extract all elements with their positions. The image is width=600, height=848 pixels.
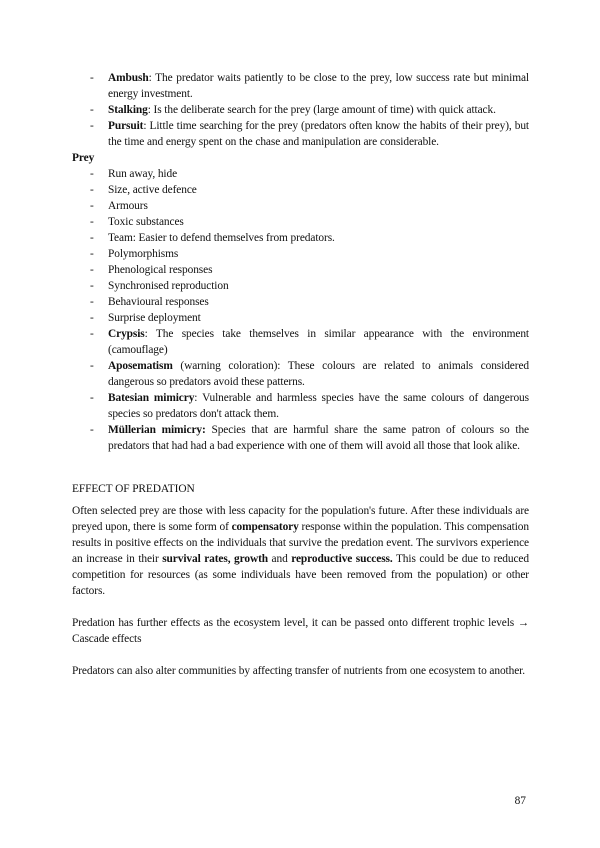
dash-marker: - xyxy=(90,120,94,132)
page-content xyxy=(72,70,529,679)
list-item xyxy=(72,102,529,118)
definition: : Little time searching for the prey (predators often know the habits of their prey), but the time and energy spent on the chase and manipulation are considerable. xyxy=(108,120,529,148)
cascade-paragraph: Predation has further effects as the ecosystem level, it can be passed onto different trophic levels → Cascade effects xyxy=(72,617,529,645)
item-text: Toxic substances xyxy=(108,216,184,228)
paragraph-text: response within the population. This compensation results in positive effects on the individuals that survive the predation event. The survivors experience an increase in their xyxy=(72,521,529,565)
term: Aposematism xyxy=(108,360,173,372)
dash-marker: - xyxy=(90,280,94,292)
dash-marker: - xyxy=(90,264,94,276)
definition: (warning coloration): These colours are related to animals considered dangerous so predators avoid these patterns. xyxy=(108,360,529,388)
prey-section-label: Prey xyxy=(72,152,95,164)
definition: : The species take themselves in similar appearance with the environment (camouflage) xyxy=(108,328,529,356)
dash-marker: - xyxy=(90,424,94,436)
list-item xyxy=(72,278,529,294)
predator-strategy-list xyxy=(72,70,529,150)
list-item xyxy=(72,310,529,326)
term: Stalking xyxy=(108,104,148,116)
dash-marker: - xyxy=(90,328,94,340)
list-item xyxy=(72,182,529,198)
dash-marker: - xyxy=(90,312,94,324)
list-item xyxy=(72,246,529,262)
item-text: Size, active defence xyxy=(108,184,197,196)
list-item xyxy=(72,166,529,182)
dash-marker: - xyxy=(90,104,94,116)
dash-marker: - xyxy=(90,72,94,84)
dash-marker: - xyxy=(90,360,94,372)
term: Pursuit xyxy=(108,120,144,132)
item-text: Run away, hide xyxy=(108,168,178,180)
prey-defence-list xyxy=(72,166,529,454)
item-text: Surprise deployment xyxy=(108,312,201,324)
list-item xyxy=(72,390,529,422)
definition: Species that are harmful share the same patron of colours so the predators that had had a bad experience with one of them will avoid all those that look alike. xyxy=(108,424,529,452)
list-item xyxy=(72,294,529,310)
dash-marker: - xyxy=(90,216,94,228)
dash-marker: - xyxy=(90,392,94,404)
list-item xyxy=(72,230,529,246)
term: Batesian mimicry xyxy=(108,392,195,404)
item-text: Phenological responses xyxy=(108,264,213,276)
emphasis-text: survival rates, growth xyxy=(162,553,268,565)
definition: : The predator waits patiently to be close to the prey, low success rate but minimal energy investment. xyxy=(108,72,529,100)
list-item xyxy=(72,326,529,358)
emphasis-text: compensatory xyxy=(231,521,299,533)
effect-paragraph xyxy=(72,503,529,599)
dash-marker: - xyxy=(90,200,94,212)
dash-marker: - xyxy=(90,232,94,244)
list-item xyxy=(72,198,529,214)
dash-marker: - xyxy=(90,168,94,180)
item-text: Synchronised reproduction xyxy=(108,280,229,292)
item-text: Polymorphisms xyxy=(108,248,179,260)
dash-marker: - xyxy=(90,184,94,196)
list-item xyxy=(72,358,529,390)
paragraph-text: and xyxy=(268,553,292,565)
list-item xyxy=(72,118,529,150)
section-heading: EFFECT OF PREDATION xyxy=(72,483,195,495)
item-text: Armours xyxy=(108,200,148,212)
term: Müllerian mimicry: xyxy=(108,424,206,436)
list-item xyxy=(72,422,529,454)
paragraph-text: This could be due to reduced competition for resources (as some individuals have been removed from the population) or other factors. xyxy=(72,553,529,597)
term: Ambush xyxy=(108,72,149,84)
term: Crypsis xyxy=(108,328,145,340)
item-text: Team: Easier to defend themselves from predators. xyxy=(108,232,335,244)
list-item xyxy=(72,70,529,102)
page-number: 87 xyxy=(514,795,526,807)
emphasis-text: reproductive success. xyxy=(291,553,393,565)
dash-marker: - xyxy=(90,296,94,308)
definition: : Is the deliberate search for the prey (large amount of time) with quick attack. xyxy=(147,104,496,116)
list-item xyxy=(72,262,529,278)
nutrient-paragraph: Predators can also alter communities by affecting transfer of nutrients from one ecosystem to another. xyxy=(72,665,525,677)
list-item xyxy=(72,214,529,230)
definition: : Vulnerable and harmless species have the same colours of dangerous species so predators don't attack them. xyxy=(108,392,529,420)
item-text: Behavioural responses xyxy=(108,296,209,308)
paragraph-text: Often selected prey are those with less capacity for the population's future. After these individuals are preyed upon, there is some form of xyxy=(72,505,529,533)
dash-marker: - xyxy=(90,248,94,260)
